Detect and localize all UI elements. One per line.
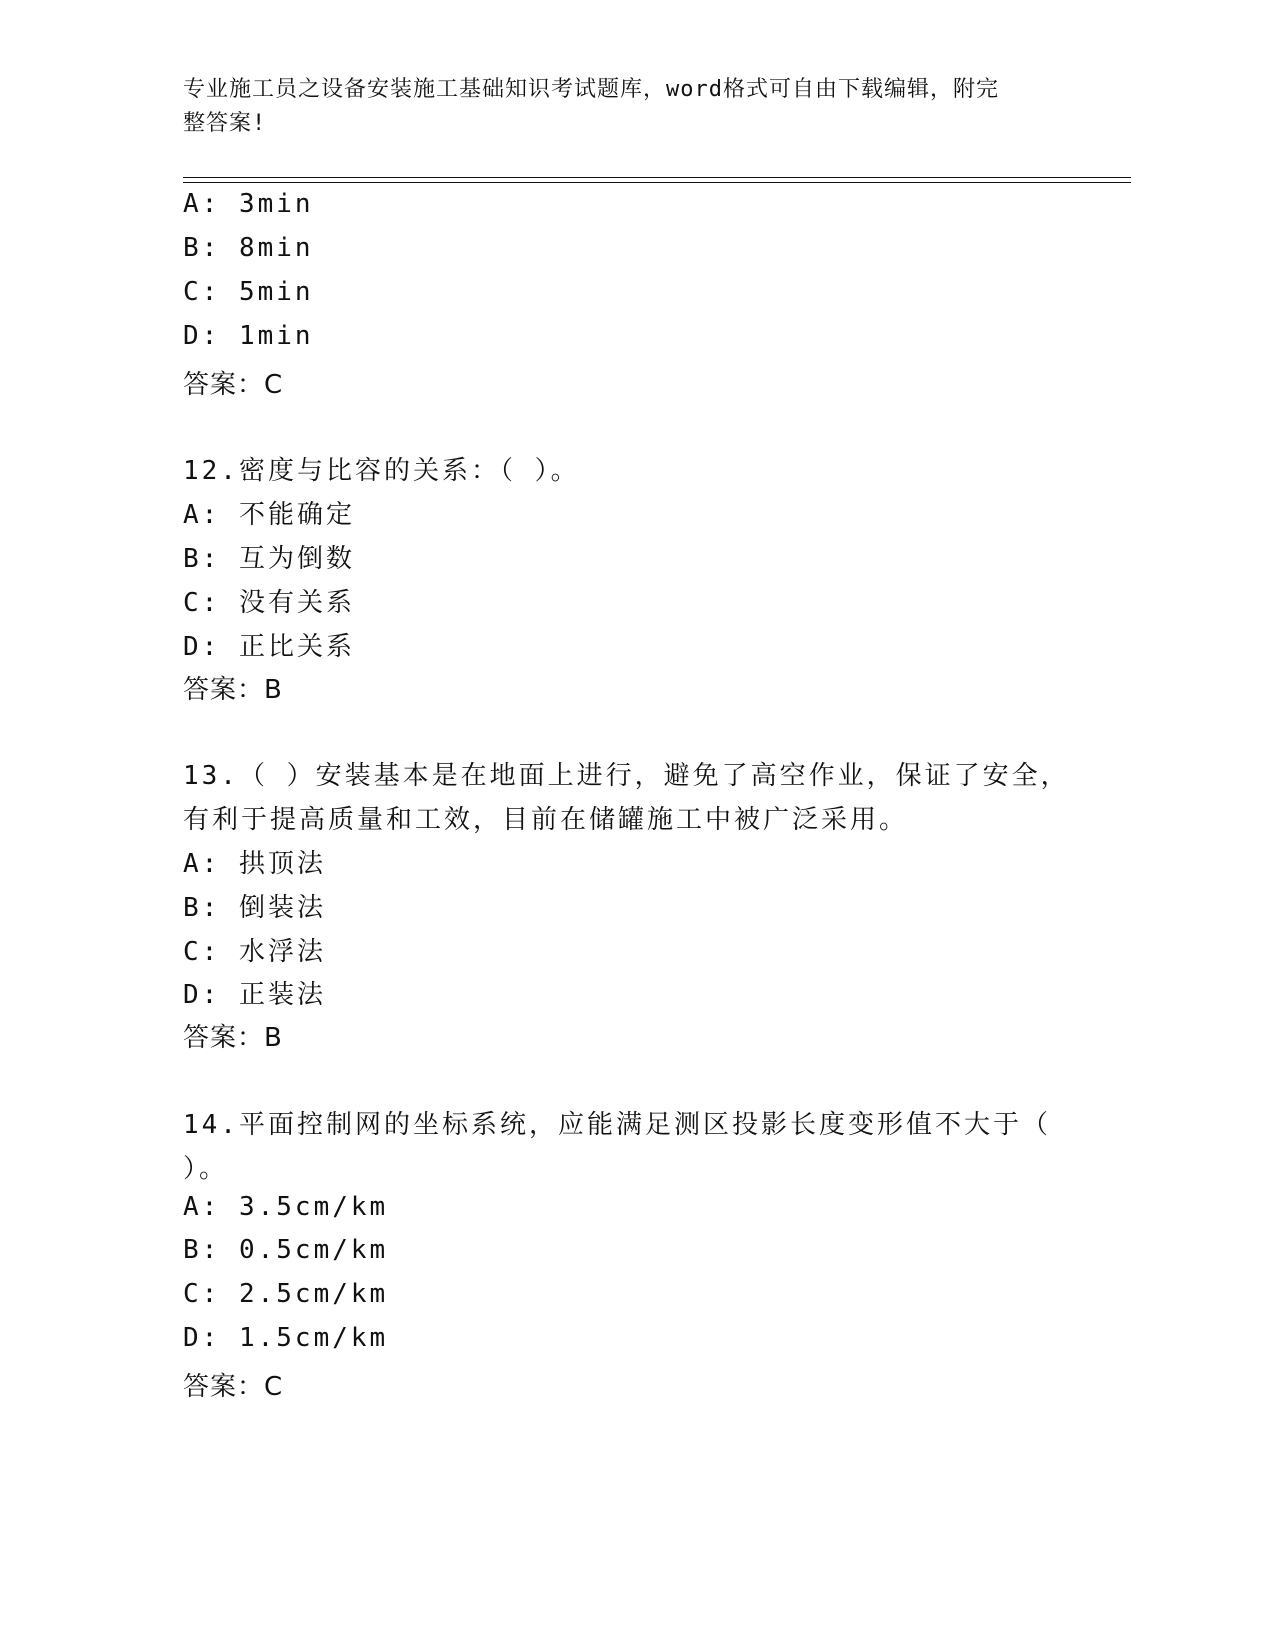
q14-stem-line-2: ）。 xyxy=(183,1154,229,1184)
q13-answer: 答案：B xyxy=(183,1023,283,1053)
q12-option-d: D: 正比关系 xyxy=(183,632,355,662)
q12-option-b: B: 互为倒数 xyxy=(183,544,355,574)
q13-option-d: D: 正装法 xyxy=(183,980,326,1010)
q14-option-c: C: 2.5cm/km xyxy=(183,1279,389,1309)
q12-stem: 12.密度与比容的关系：（ ）。 xyxy=(183,456,580,486)
q14-option-b: B: 0.5cm/km xyxy=(183,1235,389,1265)
q11-option-b: B: 8min xyxy=(183,233,314,263)
header-line-2: 整答案! xyxy=(183,111,267,136)
header-divider-bottom xyxy=(183,182,1131,183)
header-line-1: 专业施工员之设备安装施工基础知识考试题库，word格式可自由下载编辑，附完 xyxy=(183,77,999,102)
document-header xyxy=(183,73,1063,141)
q14-answer: 答案：C xyxy=(183,1372,284,1402)
q14-option-d: D: 1.5cm/km xyxy=(183,1323,389,1353)
q11-answer: 答案：C xyxy=(183,370,284,400)
q13-stem-line-2: 有利于提高质量和工效，目前在储罐施工中被广泛采用。 xyxy=(183,805,909,835)
q12-answer: 答案：B xyxy=(183,675,283,705)
q13-stem-line-1: 13.（ ）安装基本是在地面上进行，避免了高空作业，保证了安全， xyxy=(183,761,1070,791)
q11-option-d: D: 1min xyxy=(183,321,314,351)
q12-option-c: C: 没有关系 xyxy=(183,588,355,618)
q14-option-a: A: 3.5cm/km xyxy=(183,1192,389,1222)
q13-option-c: C: 水浮法 xyxy=(183,937,326,967)
q13-option-b: B: 倒装法 xyxy=(183,893,326,923)
q11-option-a: A: 3min xyxy=(183,189,314,219)
q14-stem-line-1: 14.平面控制网的坐标系统，应能满足测区投影长度变形值不大于（ xyxy=(183,1110,1051,1140)
q12-option-a: A: 不能确定 xyxy=(183,500,355,530)
header-divider-top xyxy=(183,177,1131,178)
q11-option-c: C: 5min xyxy=(183,277,314,307)
q13-option-a: A: 拱顶法 xyxy=(183,849,326,879)
